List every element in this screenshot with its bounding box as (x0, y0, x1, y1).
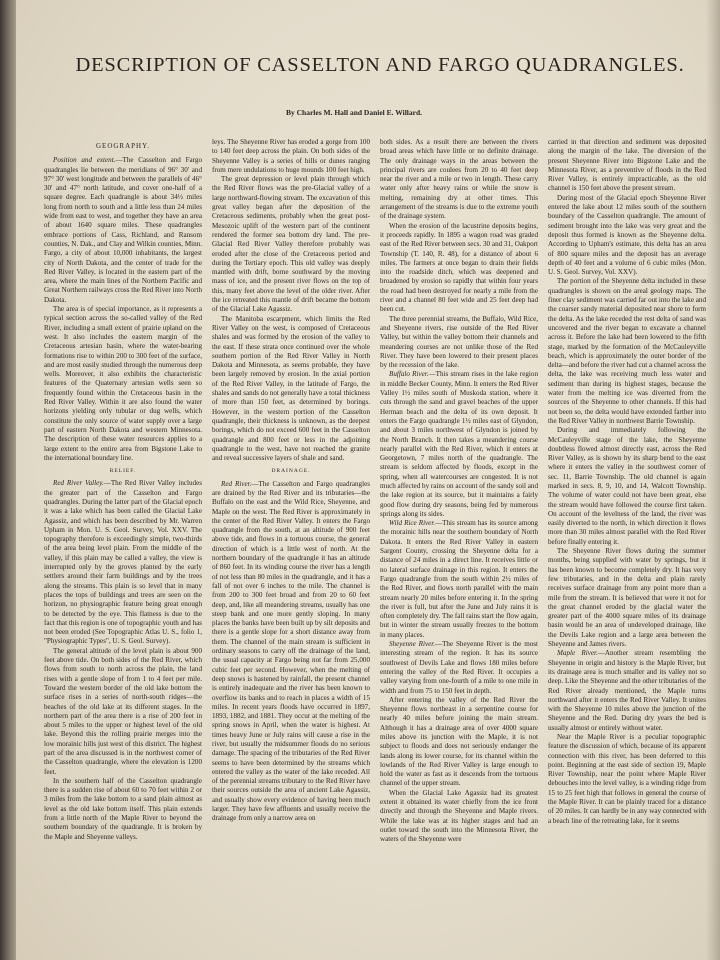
section-heading-geography: GEOGRAPHY. (95, 142, 151, 150)
paragraph: When the erosion of the lacustrine deposits begins, it proceeds rapidly. In 1895 a wagon road was graded east of the Red River between secs. 30 and 31, Oakport Township (T. 140, R. 48), for a distance of about 6 miles. The farmers at once began to drain their fields into the roadside ditch, which was deepened and broadened by erosion so rapidly that within four years the road had been destroyed for nearly a mile from the river and a channel 80 feet wide and 25 feet deep had been cut. (380, 221, 538, 314)
paragraph: The Manitoba escarpment, which limits the Red River Valley on the west, is composed of Cretaceous shales and was formed by the erosion of the valley to the east. If these strata once continued over the whole southern portion of the Red River Valley in North Dakota and Minnesota, as seems probable, they have been largely removed by erosion. In the axial portion of the Red River Valley, in the latitude of Fargo, the shales and sands do not generally have a total thickness of more than 150 feet, as determined by borings. However, in the western portion of the Casselton quadrangle, their thickness is unknown, as the deepest borings, which do not exceed 600 feet in the Casselton quadrangle and 800 feet or less in the adjoining quadrangle to the west, have not reached the granite and reveal successive layers of shale and sand. (212, 314, 370, 463)
page-edge-shadow (706, 0, 720, 960)
text-column-1 (44, 138, 202, 953)
paragraph: both sides. As a result there are between the rivers broad areas which have little or no definite drainage. The only drainage ways in the areas between the principal rivers are coulees from 20 to 40 feet deep near the river and a mile or two in length. These carry water only after heavy rains or while the snow is melting, remaining dry at other times. This arrangement of the streams is due to the extreme youth of the drainage system. (380, 138, 538, 221)
paragraph: The Sheyenne River flows during the summer months, being supplied with water by springs, but it has been known to become completely dry. It has very few tributaries, and in the delta and plain rarely receives surface drainage from any point more than a mile from the stream. It is believed that were it not for the great channel eroded by the glacial water the greater part of the 4000 square miles of its drainage basin would be an area of undeveloped drainage, like the Devils Lake region and a large area between the Sheyenne and James rivers. (548, 547, 706, 649)
text-columns (44, 138, 706, 953)
paragraph: The general altitude of the level plain is about 900 feet above tide. On both sides of the Red River, which flows from south to north across the plain, the land rises with a gentle slope of from 1 to 4 feet per mile. Toward the western border of the old lake bottom the surface rises in a series of north-south ridges—the beaches of the old lake at its different stages. In the northern part of the area there is a rise of 200 feet in about 5 miles to the upper or highest level of the old lake. Beyond this the rolling prairie merges into the low morainic hills just west of this district. The highest part of the area discussed is in the northwest corner of the Casselton quadrangle, where the elevation is 1200 feet. (44, 646, 202, 776)
paragraph: Near the Maple River is a peculiar topographic feature the discussion of which, because of its apparent connection with this river, has been deferred to this point. Beginning at the east side of section 19, Maple River Township, near the point where Maple River debouches into the level valley, is a winding ridge from 15 to 25 feet high that follows in general the course of the Maple River. It can be plainly traced for a distance of 20 miles. It can hardly be in any way connected with a beach line of the retreating lake, for it seems (548, 733, 706, 825)
paragraph-lead: Buffalo River. (389, 370, 429, 379)
facing-page-edge (2, 10, 12, 950)
paragraph-lead: Sheyenne River. (389, 640, 435, 649)
paragraph (380, 370, 538, 519)
paragraph-lead: Position and extent. (53, 156, 116, 165)
paragraph (380, 519, 538, 640)
paragraph-lead: Red River Valley. (53, 479, 104, 488)
document-page (16, 0, 720, 960)
paragraph: The portion of the Sheyenne delta included in these quadrangles is shown on the areal geology maps. The finer clay sediment was carried far out into the lake and the coarser sandy material deposited near shore to form the delta. As the lake receded the rest delta of sand was uncovered and the river began to excavate a channel across it. Before the lake had been lowered to the fifth stage, marked by the formation of the McCauleyville beach, which is approximately the outer border of the delta—and before the river had cut a channel across the delta, the lake was receiving much less water and sediment than during its highest stages, because the water from the melting ice was diverted from the sources of the Sheyenne to other channels. If this had not been so, the delta would have extended farther into the Red River Valley in northwest Barrie Township. (548, 277, 706, 425)
text-column-4 (548, 138, 706, 953)
paragraph-text: —The Casselton and Fargo quadrangles lie between the meridians of 96° 30' and 97° 30' west longitude and between the parallels of 46° 30' and 47° north latitude, and cover one-half of a square degree. Each quadrangle is about 34½ miles long from north to south and a little less than 24 miles wide from east to west, and together they have an area of about 1640 square miles. These quadrangles embrace portions of Cass, Richland, and Ransom counties, N. Dak., and Clay and Wilkin counties, Minn. Fargo, a city of about 10,000 inhabitants, the largest city of North Dakota, and the center of trade for the Red River Valley, is located in the eastern part of the area, where the main lines of the Northern Pacific and Great Northern railways cross the Red River into North Dakota. (44, 156, 202, 304)
book-spine (0, 0, 16, 960)
paragraph-text: —Another stream resembling the Sheyenne in origin and history is the Maple River, but its drainage area is much smaller and its valley not so deep. Like the Sheyenne and the other tributaries of the Red River already mentioned, the Maple turns northward after it enters the Red River Valley. It unites with the Sheyenne 10 miles above the junction of the Sheyenne and the Red. During dry years the bed is usually almost or entirely without water. (548, 649, 706, 732)
paragraph-lead: Maple River. (557, 649, 598, 658)
paragraph-text: —The Sheyenne River is the most interesting stream of the region. It has its source southwest of Devils Lake and flows 180 miles before entering the valley of the Red River. It occupies a valley varying from one-fourth of a mile to one mile in width and from 75 to 150 feet in depth. (380, 640, 538, 695)
paragraph (380, 640, 538, 696)
paragraph: leys. The Sheyenne River has eroded a gorge from 100 to 140 feet deep across the plain. On both sides of the Sheyenne Valley is a series of hills or dunes ranging from mere undulations to huge mounds 100 feet high. (212, 138, 370, 174)
paragraph-lead: Red River. (221, 479, 252, 488)
text-column-2 (212, 138, 370, 953)
paragraph-lead: Wild Rice River. (389, 519, 436, 528)
paragraph: carried in that direction and sediment was deposited along the margin of the lake. The diversion of the present Sheyenne River into Bigstone Lake and the Minnesota River, as a preventive of floods in the Red River Valley, is entirely impracticable, as the old channel is 150 feet above the present stream. (548, 138, 706, 193)
paragraph: The great depression or level plain through which the Red River flows was the pre-Glacial valley of a large northward-flowing stream. The excavation of this great valley began after the deposition of the Cretaceous sediments, probably when the great post-Mesozoic uplift of the western part of the continent rendered the former sea bottom dry land. The pre-Glacial Red River Valley therefore probably was eroded after the close of the Cretaceous period and during the Tertiary epoch. This old valley was deeply mantled with drift, borne southward by the moving mass of ice, and the present river flows on the top of this, many feet above the level of the older river. After the ice retreated this mantle of drift became the bottom of the Glacial Lake Agassiz. (212, 175, 370, 314)
page-title: DESCRIPTION OF CASSELTON AND FARGO QUADRANGLES. (75, 54, 685, 76)
paragraph: In the southern half of the Casselton quadrangle there is a sudden rise of about 60 to 70 feet within 2 or 3 miles from the lake bottom to a sand plain almost as level as the old lake bottom itself. This plain extends from a little north of the Maple River to beyond the southern boundary of the quadrangle. It is broken by the Maple and Sheyenne valleys. (44, 776, 202, 841)
paragraph: The area is of special importance, as it represents a typical section across the so-called valley of the Red River, including a small extent of prairie upland on the west. It also includes the eastern margin of the Cretaceous artesian basin, where the water-bearing formations rise to within 200 to 300 feet of the surface, and are most easily studied through the numerous deep wells. Moreover, it also exhibits the characteristic features of the Quaternary artesian wells seen so frequently found within the Cretaceous basin in the Red River Valley. Within it are also found the water horizons yielding only tubular or dug wells, which constitute the only source of water supply over a large part of eastern North Dakota and western Minnesota. The description of these water resources applies to a large extent to the entire area from Bigstone Lake to the international boundary line. (44, 305, 202, 462)
paragraph (44, 479, 202, 646)
paragraph: When the Glacial Lake Agassiz had its greatest extent it obtained its water chiefly from the ice front directly and through the Sheyenne and Maple rivers. While the lake was at its higher stages and had an outlet toward the south into the Minnesota River, the waters of the Sheyenne were (380, 788, 538, 844)
text-column-3 (380, 138, 538, 953)
section-subheading-drainage: DRAINAGE. (271, 468, 311, 475)
paragraph-text: —This stream has its source among the morainic hills near the southern boundary of North Dakota. It enters the Red River Valley in eastern Sargent County, crossing the Sheyenne delta for a distance of 24 miles in a direct line. It receives little or no lateral surface drainage in this region. It enters the Fargo quadrangle from the south within 2½ miles of the Red River, and flows north parallel with the main stream nearly 20 miles before entering it. In the spring the river is full, but after the June and July rains it is often completely dry. The fall rains start the flow again, but in winter the stream usually freezes to the bottom in many places. (380, 519, 538, 639)
paragraph (44, 156, 202, 305)
section-subheading-relief: RELIEF. (109, 468, 137, 475)
paragraph-text: —The Red River Valley includes the greater part of the Casselton and Fargo quadrangles. During the latter part of the Glacial epoch it was a lake which has been called the Glacial Lake Agassiz, and which has been described by Mr. Warren Upham in Mon. U. S. Geol. Survey, Vol. XXV. The topography therefore is exceedingly simple, two-thirds of the area being level plain. From the middle of the valley, if this plain may be called a valley, the view is interrupted only by the groves planted by the early settlers around their farm buildings and by the trees along the streams. This plain is so level that in many places the tops of buildings and trees are seen on the horizon, no physiographic feature being great enough to be detected by the eye. This flatness is due to the fact that this region is one of topographic youth and has not been eroded (See Topographic Atlas U. S., folio 1, "Physiographic Types", U. S. Geol. Survey). (44, 479, 202, 646)
paragraph (212, 480, 370, 824)
paragraph-text: —This stream rises in the lake region in middle Becker County, Minn. It enters the Red River Valley 1½ miles south of Muskoda station, where it cuts through the sand and gravel beaches of the upper Herman beach and the delta of its own deposit. It enters the Fargo quadrangle 1½ miles east of Glyndon, and about 3 miles northwest of Glyndon is joined by the North Branch. It then takes a meandering course nearly parallel with the Red River, which it enters at Georgetown, 7 miles north of the quadrangle. The stream is seldom affected by floods, except in the spring, when all watercourses are congested. It is not much affected by rains on account of the sandy soil and the lake region at its source, but it maintains a fairly good flow during dry seasons, being fed by numerous springs along its sides. (380, 370, 538, 518)
byline: By Charles M. Hall and Daniel E. Willard. (286, 108, 422, 117)
paragraph (548, 649, 706, 733)
paragraph: During and immediately following the McCauleyville stage of the lake, the Sheyenne doubtless flowed almost directly east, across the Red River Valley, as is shown by its sharp bend to the east where it enters the valley in the southwest corner of sec. 11, Barrie Township. The old channel is again marked in secs. 8, 9, 10, and 14, Walcott Township. The volume of water could not have been great, else the stream would have followed the course first taken. On account of the levelness of the land, the river was easily diverted to the north, in which direction it flows more than 30 miles almost parallel with the Red River before finally entering it. (548, 426, 706, 546)
paragraph: After entering the valley of the Red River the Sheyenne flows northeast in a serpentine course for nearly 40 miles before joining the main stream. Although it has a drainage area of over 4000 square miles above its junction with the Maple, it is not subject to floods and does not seriously endanger the lands along its lower course, for its channel within the lowlands of the Red River Valley is large enough to hold the water as fast as it descends from the tortuous channel of the upper stream. (380, 695, 538, 788)
paragraph: The three perennial streams, the Buffalo, Wild Rice, and Sheyenne rivers, rise outside of the Red River Valley, but within the valley bottom their channels and meandering courses are not unlike those of the Red River. They have been lowered to their present places by the recession of the lake. (380, 314, 538, 370)
paragraph-text: —The Casselton and Fargo quadrangles are drained by the Red River and its tributaries—the Buffalo on the east and the Wild Rice, Sheyenne, and Maple on the west. The Red River is approximately in the center of the Red River Valley. It enters the Fargo quadrangle from the south, at an altitude of 900 feet above tide, and flows in a tortuous course, the general direction of which is a little west of north. At the northern boundary of the quadrangle it has an altitude of 860 feet. In its winding course the river has a length of not less than 80 miles in the quadrangle, and it has a fall of not over 6 inches to the mile. The channel is from 200 to 300 feet broad and from 20 to 60 feet deep, and, like all meandering streams, usually has one steep bank and one more gently sloping. In many places the banks have been built up by silt deposits and there is a gentle slope for a short distance away from them. The channel of the main stream is sufficient in ordinary seasons to carry off the drainage of the land, the usual capacity at Fargo being not far from 25,000 cubic feet per second. However, when the melting of deep snows is hastened by rainfall, the present channel is entirely inadequate and the river has been known to overflow its banks and to reach in places a width of 15 miles. In recent years floods have occurred in 1897, 1893, 1882, and 1881. They occur at the melting of the spring snows in April, when the water is highest. At times heavy June or July rains will cause a rise in the river, but usually the midsummer floods do no serious damage. The spacing of the tributaries of the Red River seems to have been determined by the streams which entered the valley as the water of the lake receded. All of the perennial streams tributary to the Red River have their sources outside the area of ancient Lake Agassiz, and usually show every evidence of having been much larger. They have few affluents and usually receive the drainage from only a narrow area on (212, 479, 370, 823)
paragraph: During most of the Glacial epoch Sheyenne River entered the lake about 12 miles south of the southern boundary of the Casselton quadrangle. The amount of sediment brought into the lake was very great and the deposit thus formed is known as the Sheyenne delta. According to Upham's estimate, this delta has an area of 800 square miles and the deposit has an average depth of 40 feet and a volume of 6 cubic miles (Mon. U. S. Geol. Survey, Vol. XXV). (548, 193, 706, 277)
